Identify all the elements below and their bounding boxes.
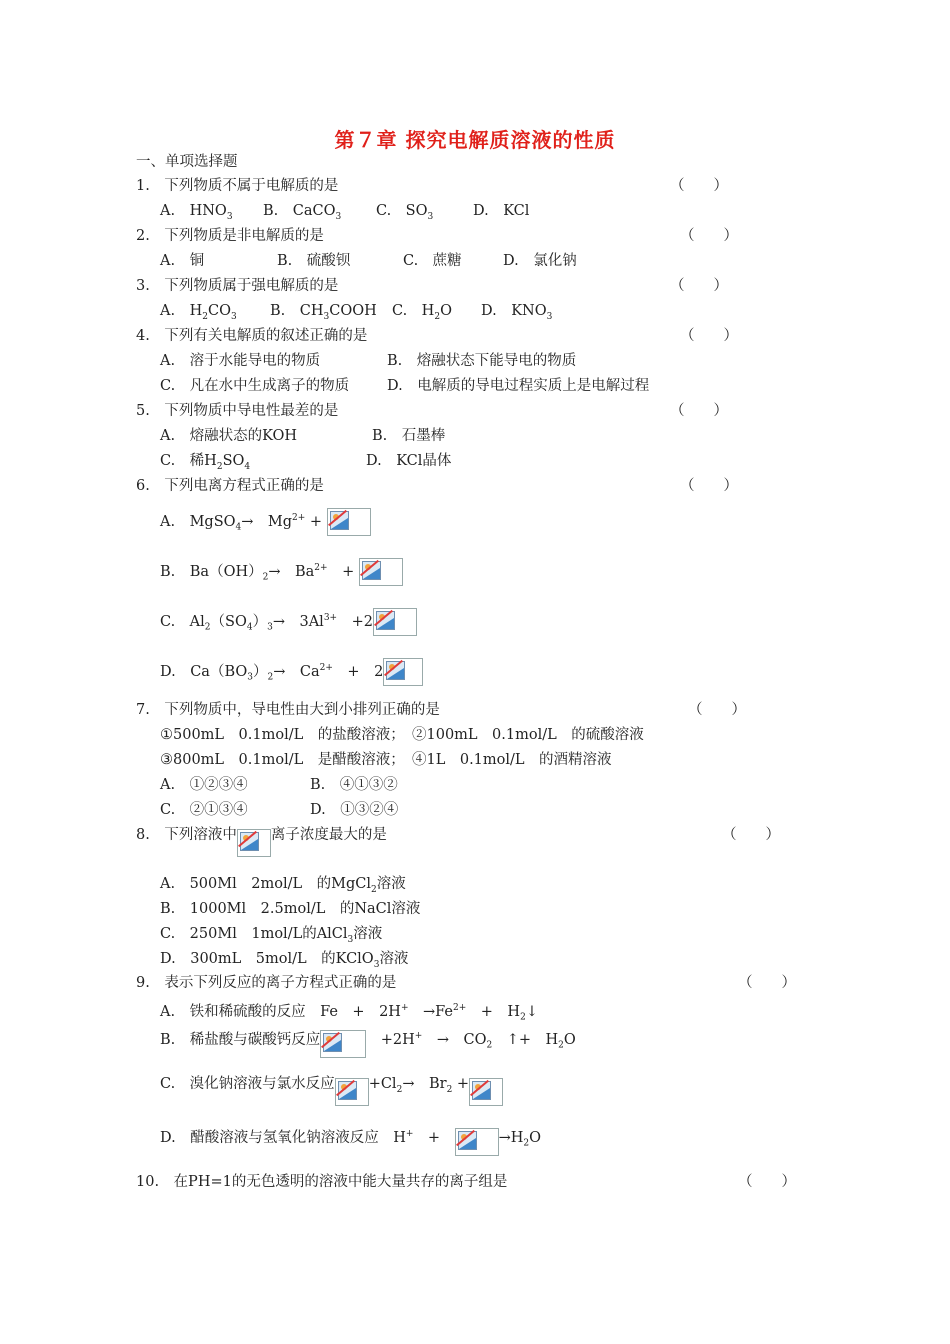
option-c: C. ②①③④ [160, 802, 248, 818]
missing-formula-image-icon [335, 1078, 369, 1106]
question-1-stem: 1. 下列物质不属于电解质的是 [136, 178, 339, 194]
question-8-option-a: A. 500Ml 2mol/L 的MgCl$_2$溶液 [160, 876, 406, 895]
question-6-option-b: B. $Ba(OH)_2\to$ $Ba^{2+}$ + [160, 553, 403, 583]
option-b: B. CaCO$_3$ [263, 203, 342, 222]
missing-formula-image-icon [455, 1128, 499, 1156]
answer-bracket-4: （ ） [680, 328, 738, 344]
option-c: C. $H_2O$ [392, 303, 452, 322]
question-5-options-row-1 [160, 426, 445, 446]
question-7-options-row-2 [160, 800, 398, 820]
question-7-item-line-1: ①500mL 0.1mol/L 的盐酸溶液； ②100mL 0.1mol/L 的硫酸溶液 [160, 727, 644, 743]
option-d: D. KCl [473, 203, 530, 219]
question-8-stem: 8. 下列溶液中 离子浓度最大的是 [136, 825, 387, 855]
question-7-stem: 7. 下列物质中，导电性由大到小排列正确的是 [136, 702, 440, 718]
question-3-options [160, 301, 552, 321]
answer-bracket-7: （ ） [688, 702, 746, 718]
question-5-stem: 5. 下列物质中导电性最差的是 [136, 403, 339, 419]
option-c: C. $SO_3$ [376, 203, 434, 222]
missing-formula-image-icon [237, 829, 271, 857]
question-8-option-b: B. 1000Ml 2.5mol/L 的NaCl溶液 [160, 901, 421, 917]
question-3-stem: 3. 下列物质属于强电解质的是 [136, 278, 339, 294]
question-7-options-row-1 [160, 775, 398, 795]
answer-bracket-6: （ ） [680, 478, 738, 494]
question-8-option-d: D. 300mL 5mol/L 的KClO$_3$溶液 [160, 951, 409, 970]
option-c: C. 稀$H_2SO_4$ [160, 453, 251, 472]
missing-formula-image-icon [469, 1078, 503, 1106]
option-a: A. $H_2CO_3$ [160, 303, 237, 322]
question-2-stem: 2. 下列物质是非电解质的是 [136, 228, 324, 244]
answer-bracket-3: （ ） [670, 278, 728, 294]
option-a: A. 铜 [160, 253, 205, 269]
option-a: A. 熔融状态的KOH [160, 428, 298, 444]
page-title: 第７章 探究电解质溶液的性质 [334, 128, 616, 152]
question-6-option-a: A. MgSO$_4$→ $Mg^{2+}$ + [160, 503, 371, 533]
question-2-options [160, 251, 577, 271]
question-9-stem: 9. 表示下列反应的离子方程式正确的是 [136, 975, 397, 991]
answer-bracket-2: （ ） [680, 228, 738, 244]
option-d: D. ①③②④ [310, 802, 399, 818]
option-d: D. $KNO_3$ [481, 303, 553, 322]
question-4-options-row-2 [160, 376, 649, 396]
question-9-option-d: D. 醋酸溶液与氢氧化钠溶液反应 H+ + $\to H_2O$ [160, 1124, 541, 1156]
answer-bracket-8: （ ） [722, 827, 780, 843]
question-8-option-c: C. 250Ml 1mol/L的AlCl$_3$溶液 [160, 926, 383, 945]
question-9-option-c: C. 溴化钠溶液与氯水反应 $+Cl_2\to$ $Br_2$ + [160, 1074, 503, 1106]
question-4-stem: 4. 下列有关电解质的叙述正确的是 [136, 328, 368, 344]
question-10-stem: 10. 在PH=1的无色透明的溶液中能大量共存的离子组是 [136, 1174, 508, 1190]
section-heading: 一、单项选择题 [136, 154, 238, 170]
option-a: A. $HNO_3$ [160, 203, 233, 222]
missing-formula-image-icon [373, 608, 417, 636]
option-d: D. KCl晶体 [366, 453, 452, 469]
option-b: B. 硫酸钡 [277, 253, 351, 269]
question-1-options [160, 201, 529, 221]
option-c: C. 蔗糖 [403, 253, 462, 269]
missing-formula-image-icon [359, 558, 403, 586]
answer-bracket-9: （ ） [738, 975, 796, 991]
question-9-option-a: A. 铁和稀硫酸的反应 Fe + 2H+ $\to Fe^{2+}$ + $H_2↓$ [160, 1003, 538, 1023]
answer-bracket-1: （ ） [670, 178, 728, 194]
option-b: B. 石墨棒 [372, 428, 446, 444]
missing-formula-image-icon [383, 658, 423, 686]
question-7-item-line-2: ③800mL 0.1mol/L 是醋酸溶液； ④1L 0.1mol/L 的酒精溶液 [160, 752, 612, 768]
option-b: B. $CH_3COOH$ [270, 303, 377, 322]
option-a: A. ①②③④ [160, 777, 248, 793]
question-4-options-row-1 [160, 351, 576, 371]
option-c: C. 凡在水中生成离子的物质 [160, 378, 350, 394]
question-6-option-d: D. $Ca(BO_3)_2\to$ $Ca^{2+}$ + 2 [160, 653, 423, 683]
option-d: D. 电解质的导电过程实质上是电解过程 [387, 378, 650, 394]
missing-formula-image-icon [327, 508, 371, 536]
answer-bracket-10: （ ） [738, 1174, 796, 1190]
question-9-option-b: B. 稀盐酸与碳酸钙反应 +2H+ → $CO_2$ ↑+ $H_2O$ [160, 1026, 576, 1058]
missing-formula-image-icon [320, 1030, 366, 1058]
option-a: A. 溶于水能导电的物质 [160, 353, 321, 369]
answer-bracket-5: （ ） [670, 403, 728, 419]
question-6-option-c: C. $Al_2(SO_4)_3\to$ $3Al^{3+}$ +2 [160, 603, 417, 633]
option-d: D. 氯化钠 [503, 253, 577, 269]
option-b: B. ④①③② [310, 777, 398, 793]
option-b: B. 熔融状态下能导电的物质 [387, 353, 577, 369]
question-5-options-row-2 [160, 451, 451, 471]
question-6-stem: 6. 下列电离方程式正确的是 [136, 478, 324, 494]
